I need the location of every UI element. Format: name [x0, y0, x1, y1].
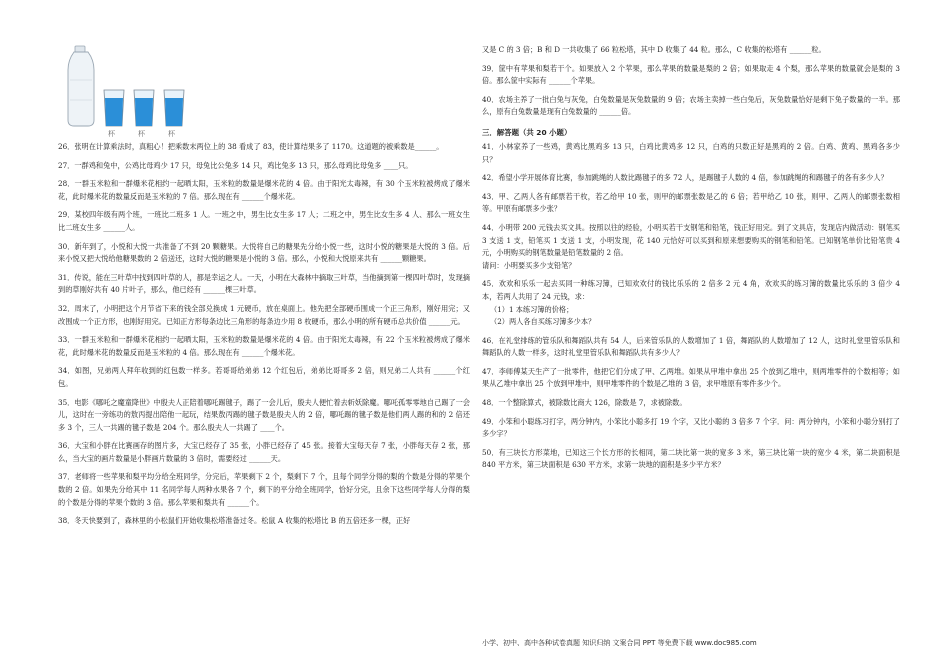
cup-3 [164, 90, 184, 138]
question-36: 36．大宝和小胖在比赛画存的图片多，大宝已经存了 35 张，小胖已经存了 45 张。接着大宝每天存 7 张，小胖每天存 2 张，那么，当大宝的画片数量是小胖画片数量的 3 倍时，需要经过 ______天。 [58, 441, 470, 463]
question-37: 37．老师将一些苹果和梨平均分给全班同学，分完后，苹果剩下 2 个，梨剩下 7 个，且每个同学分得的梨的个数是分得的苹果个数的 2 倍。如果先分给其中 11 名同学每人两种水果各 7 个，剩下的平分给全班同学，恰好分完，且余下这些同学每人分得的梨的个数是分得的苹果个数的 3 倍。那么苹果和梨共有 ______个。 [58, 472, 470, 507]
cup-1 [104, 90, 124, 138]
question-45-part-1: （1）1 本练习簿的价格； [490, 304, 574, 314]
question-39: 39．筐中有苹果和梨若干个。如果放入 2 个苹果，那么苹果的数量是梨的 2 倍；如果取走 4 个梨，那么苹果的数量就会是梨的 3 倍。那么筐中实际有 ______个苹果。 [482, 63, 900, 86]
cup-2 [134, 90, 154, 138]
question-46: 46．在礼堂排练的管乐队和舞蹈队共有 54 人，后来管乐队的人数增加了 1 倍，舞蹈队的人数增加了 12 人，这时礼堂里管乐队和舞蹈队的人数一样多，这时礼堂里管乐队和舞蹈队共有多少人？ [482, 335, 900, 358]
question-30: 30．新年到了，小悦和大悦一共准备了不到 20 颗糖果。大悦将自己的糖果先分给小悦一些，这时小悦的糖果是大悦的 3 倍。后来小悦又把大悦给他糖果数的 2 倍送还，这时大悦的糖果是小悦的 3 倍。那么，小悦和大悦原来共有 ______颗糖果。 [58, 241, 470, 264]
question-41: 41．小林家养了一些鸡，黄鸡比黑鸡多 13 只，白鸡比黄鸡多 12 只，白鸡的只数正好是黑鸡的 2 倍。白鸡、黄鸡、黑鸡各多少只？ [482, 141, 900, 164]
cup-2-label: 杯 [138, 130, 145, 138]
question-50: 50．有三块长方形菜地，已知这三个长方形的长相同，第二块比第一块的宽多 3 米，第三块比第一块的宽少 4 米，第二块面积是 840 平方米，第三块面积是 630 平方米，求第一块地的面积是多少平方米？ [482, 447, 900, 470]
bottle-and-cups-illustration [58, 40, 218, 140]
right-column [482, 44, 900, 472]
question-31: 31．传说，能在三叶草中找到四叶草的人，都是幸运之人。一天，小明在大森林中摘取三叶草，当他摘到第一棵四叶草时，发现摘到的草刚好共有 40 片叶子，那么，他已经有 ______棵三叶草。 [58, 272, 470, 295]
question-42: 42．希望小学开展体育比赛，参加跳绳的人数比踢毽子的多 72 人，是踢毽子人数的 4 倍，参加跳绳的和踢毽子的各有多少人？ [482, 173, 888, 183]
question-34: 34．如图，兄弟两人拜年收到的红包数一样多。若哥哥给弟弟 12 个红包后，弟弟比哥哥多 2 倍，则兄弟二人共有 ______个红包。 [58, 366, 470, 388]
question-33: 33．一群玉米粒和一群爆米花相约一起晒太阳，玉米粒的数量是爆米花的 4 倍。由于阳光太毒辣，有 22 个玉米粒被烤成了爆米花，此时爆米花的数量反而是玉米粒的 4 倍。那么现在有 ______个爆米花。 [58, 335, 470, 357]
page-footer: 小学、初中、高中各种试卷真题 知识归纳 文案合同 PPT 等免费下载 www.doc985.com [482, 639, 757, 647]
question-44-ask: 请问：小明要买多少支铅笔？ [482, 260, 576, 270]
question-38-continued: 又是 C 的 3 倍；B 和 D 一共收集了 66 粒松塔，其中 D 收集了 44 粒。那么，C 收集的松塔有 ______粒。 [482, 45, 826, 54]
question-35: 35．电影《哪吒之魔童降世》中殷夫人正陪着哪吒踢毽子，踢了一会儿后，殷夫人便忙着去斩妖除魔。哪吒孤零零地自己踢了一会儿，这时在一旁练功的敖丙提出陪他一起玩，结果敖丙踢的毽子数是殷夫人的 2 倍，哪吒踢的毽子数是他们两人踢的和的 2 倍还多 3 个，三人一共踢的毽子数是 204 个。那么殷夫人一共踢了 ____个。 [58, 397, 470, 432]
cup-1-label: 杯 [108, 130, 115, 138]
left-column [58, 141, 470, 528]
question-47: 47．李师傅某天生产了一批零件，他把它们分成了甲、乙两堆。如果从甲堆中拿出 25 个放到乙堆中，则两堆零件的个数相等；如果从乙堆中拿出 25 个放到甲堆中，则甲堆零件的个数是乙堆的 3 倍，求甲堆原有零件多少个。 [482, 366, 900, 389]
question-27: 27．一群鸡和兔中，公鸡比母鸡少 17 只，母兔比公兔多 14 只，鸡比兔多 13 只，那么母鸡比母兔多 ____只。 [58, 160, 413, 170]
question-48: 48．一个整除算式，被除数比商大 126，除数是 7，求被除数。 [482, 398, 687, 408]
question-32: 32．周末了，小明把这个月节省下来的钱全部兑换成 1 元硬币，放在桌面上。他先把全部硬币围成一个正三角形，刚好用完；又改围成一个正方形，也刚好用完。已知正方形每条边比三角形的每条边少用 8 枚硬币，那么小明的所有硬币总共价值 ______元。 [58, 303, 470, 326]
question-28: 28．一群玉米粒和一群爆米花相约一起晒太阳，玉米粒的数量是爆米花的 4 倍。由于阳光太毒辣，有 30 个玉米粒被烤成了爆米花，此时爆米花的数量反而是玉米粒的 7 倍。那么现在有 ______个爆米花。 [58, 179, 470, 201]
question-44: 44．小明带 200 元钱去买文具。按照以往的经验，小明买若干支钢笔和铅笔，钱正好用完。到了文具店，发现店内做活动：钢笔买 3 支送 1 支，铅笔买 1 支送 1 支，小明发现，花 140 元恰好可以买到和原来想要购买的钢笔和铅笔。已知钢笔单价比铅笔贵 4 元，小明购买的钢笔数量是铅笔数量的 2 倍。 [482, 222, 900, 258]
question-45: 45．欢欢和乐乐一起去买同一种练习簿，已知欢欢付的钱比乐乐的 2 倍多 2 元 4 角，欢欢买的练习簿的数量比乐乐的 3 倍少 4 本，若两人共用了 24 元钱，求： [482, 279, 900, 301]
water-bottle [68, 46, 94, 126]
question-40: 40．农场主养了一批白兔与灰兔，白兔数量是灰兔数量的 9 倍；农场主卖掉一些白兔后，灰兔数量恰好是剩下兔子数量的一半。那么，原有白兔数量是现有白兔数量的 ______倍。 [482, 94, 900, 117]
question-45-part-2: （2）两人各自买练习簿多少本？ [490, 317, 596, 327]
question-43: 43．甲、乙两人各有邮票若干枚，若乙给甲 10 张，则甲的邮票张数是乙的 6 倍；若甲给乙 10 张，则甲、乙两人的邮票张数相等。甲原有邮票多少张？ [482, 191, 900, 214]
question-49: 49．小笨和小聪练习打字，两分钟内，小笨比小聪多打 19 个字，又比小聪的 3 倍多 7 个字．问：两分钟内，小笨和小聪分别打了多少字？ [482, 416, 900, 439]
question-26: 26．张明在计算乘法时，真粗心！把乘数末两位上的 38 看成了 83，使计算结果多了 1170。这道题的被乘数是______。 [58, 142, 444, 151]
question-29: 29．某校四年级有两个班，一班比二班多 1 人。一班之中，男生比女生多 17 人；二班之中，男生比女生多 4 人、那么一班女生比二班女生多 ______人。 [58, 210, 470, 232]
section-title: 三．解答题（共 20 小题） [482, 127, 572, 137]
question-38: 38．冬天快要到了，森林里的小松鼠们开始收集松塔准备过冬。松鼠 A 收集的松塔比 B 的五倍还多一棵，正好 [58, 516, 411, 526]
cup-3-label: 杯 [168, 130, 175, 138]
